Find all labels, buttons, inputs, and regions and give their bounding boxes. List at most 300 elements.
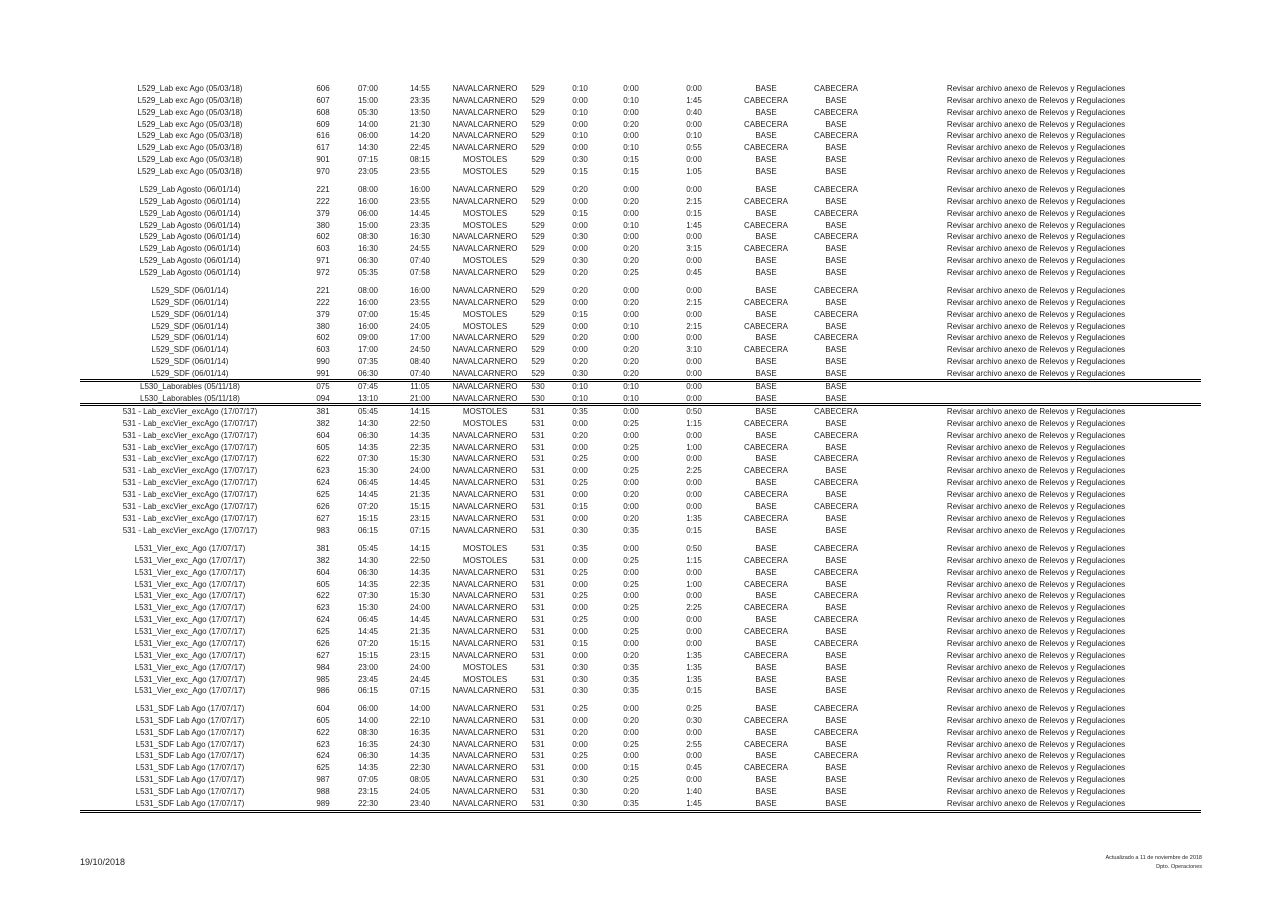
cell-service-number: 604 [316,567,330,577]
cell-end-time: 14:35 [409,430,431,440]
cell-note: Revisar archivo anexo de Relevos y Regulaciones [946,369,1126,378]
table-row [0,357,1280,367]
cell-start-time: 23:45 [357,674,379,684]
cell-time-a: 0:30 [572,662,588,672]
cell-start-time: 14:45 [357,490,379,499]
cell-service-number: 625 [316,490,330,499]
cell-destination: CABECERA [813,232,858,242]
cell-time-c: 0:00 [686,567,702,577]
cell-time-b: 0:00 [623,544,639,553]
cell-end-time: 23:40 [409,798,431,808]
cell-service-number: 379 [316,309,330,319]
cell-location: NAVALCARNERO [452,739,518,749]
cell-destination: BASE [825,662,847,672]
cell-time-b: 0:20 [623,345,639,355]
cell-end-time: 13:50 [409,107,431,117]
table-row [0,143,1280,153]
cell-time-c: 3:15 [686,244,702,254]
cell-time-a: 0:00 [572,466,588,476]
cell-destination: CABECERA [813,638,858,648]
cell-start-time: 17:00 [357,345,379,355]
cell-time-c: 0:00 [686,382,702,391]
cell-origin: CABECERA [743,603,788,613]
cell-origin: CABECERA [743,321,788,331]
cell-start-time: 16:30 [357,244,379,254]
cell-schedule-name: L529_Lab Agosto (06/01/14) [139,185,241,194]
cell-origin: CABECERA [743,418,788,428]
cell-time-a: 0:00 [572,297,588,307]
cell-destination: BASE [825,196,847,206]
cell-time-b: 0:00 [623,430,639,440]
cell-schedule-name: 531 - Lab_excVier_excAgo (17/07/17) [122,513,258,523]
cell-start-time: 14:35 [357,579,379,589]
cell-location: NAVALCARNERO [452,727,518,737]
cell-destination: BASE [825,167,847,176]
cell-location: NAVALCARNERO [452,196,518,206]
cell-end-time: 14:55 [409,84,431,93]
cell-time-c: 1:35 [686,674,702,684]
cell-schedule-name: L529_Lab Agosto (06/01/14) [139,232,241,242]
cell-time-b: 0:10 [623,220,639,230]
cell-line: 531 [531,627,545,636]
table-row [0,751,1280,761]
cell-time-c: 0:00 [686,501,702,511]
cell-note: Revisar archivo anexo de Relevos y Regulaciones [946,430,1126,440]
cell-end-time: 24:55 [409,244,431,254]
cell-origin: CABECERA [743,715,788,725]
cell-schedule-name: L531_Vier_exc_Ago (17/07/17) [134,567,246,577]
cell-schedule-name: L531_SDF Lab Ago (17/07/17) [135,751,245,761]
cell-origin: CABECERA [743,763,788,773]
cell-end-time: 22:45 [409,143,431,153]
cell-destination: BASE [825,579,847,589]
cell-note: Revisar archivo anexo de Relevos y Regulaciones [946,490,1126,499]
cell-line: 531 [531,501,545,511]
cell-time-a: 0:30 [572,787,588,796]
cell-time-a: 0:25 [572,454,588,464]
cell-end-time: 21:00 [409,393,431,403]
cell-schedule-name: L531_Vier_exc_Ago (17/07/17) [134,627,246,636]
cell-time-a: 0:25 [572,567,588,577]
table-row [0,663,1280,673]
cell-end-time: 14:45 [409,615,431,625]
cell-service-number: 608 [316,107,330,117]
cell-service-number: 985 [316,674,330,684]
cell-time-c: 0:00 [686,490,702,499]
cell-destination: BASE [825,715,847,725]
cell-destination: BASE [825,119,847,129]
cell-line: 531 [531,513,545,523]
cell-note: Revisar archivo anexo de Relevos y Regulaciones [946,751,1126,761]
cell-start-time: 14:00 [357,715,379,725]
table-row [0,580,1280,590]
cell-location: NAVALCARNERO [452,268,518,277]
table-row [0,369,1280,379]
cell-destination: CABECERA [813,107,858,117]
cell-start-time: 08:30 [357,232,379,242]
cell-time-a: 0:00 [572,244,588,254]
cell-service-number: 609 [316,119,330,129]
cell-time-b: 0:00 [623,333,639,343]
cell-time-a: 0:00 [572,627,588,636]
cell-note: Revisar archivo anexo de Relevos y Regulaciones [946,650,1126,660]
cell-time-c: 0:00 [686,286,702,295]
cell-note: Revisar archivo anexo de Relevos y Regulaciones [946,407,1126,416]
cell-origin: CABECERA [743,297,788,307]
cell-service-number: 603 [316,244,330,254]
cell-location: MOSTOLES [462,208,508,218]
cell-time-c: 0:00 [686,333,702,343]
cell-end-time: 07:15 [409,686,431,696]
cell-destination: BASE [825,382,847,391]
table-row [0,466,1280,476]
cell-time-b: 0:20 [623,513,639,523]
cell-destination: BASE [825,650,847,660]
cell-origin: BASE [755,430,777,440]
cell-origin: BASE [755,525,777,535]
cell-time-c: 2:25 [686,603,702,613]
cell-location: MOSTOLES [462,674,508,684]
department-label: Dpto. Operaciones [1156,863,1202,870]
cell-origin: BASE [755,84,777,93]
cell-time-a: 0:30 [572,155,588,165]
cell-service-number: 989 [316,798,330,808]
table-row [0,209,1280,219]
cell-time-c: 1:00 [686,579,702,589]
table-row [0,799,1280,809]
cell-location: NAVALCARNERO [452,466,518,476]
cell-location: MOSTOLES [462,662,508,672]
cell-note: Revisar archivo anexo de Relevos y Regulaciones [946,525,1126,535]
cell-end-time: 16:30 [409,232,431,242]
cell-location: MOSTOLES [462,256,508,266]
cell-start-time: 16:00 [357,321,379,331]
cell-time-c: 0:45 [686,268,702,277]
table-row [0,431,1280,441]
cell-schedule-name: L529_Lab exc Ago (05/03/18) [137,131,243,141]
cell-time-b: 0:00 [623,208,639,218]
cell-note: Revisar archivo anexo de Relevos y Regulaciones [946,591,1126,601]
cell-line: 529 [531,268,545,277]
cell-service-number: 222 [316,196,330,206]
print-date: 19/10/2018 [80,857,126,867]
cell-line: 529 [531,345,545,355]
cell-start-time: 06:30 [357,751,379,761]
cell-origin: BASE [755,333,777,343]
table-row [0,84,1280,94]
table-row [0,322,1280,332]
table-row [0,298,1280,308]
table-row [0,740,1280,750]
table-row [0,333,1280,343]
cell-destination: BASE [825,513,847,523]
cell-line: 531 [531,418,545,428]
cell-end-time: 23:15 [409,513,431,523]
cell-location: NAVALCARNERO [452,627,518,636]
cell-time-a: 0:00 [572,95,588,105]
cell-origin: BASE [755,591,777,601]
cell-time-b: 0:25 [623,466,639,476]
cell-end-time: 22:10 [409,715,431,725]
cell-destination: CABECERA [813,727,858,737]
cell-service-number: 987 [316,775,330,785]
cell-location: NAVALCARNERO [452,704,518,713]
cell-service-number: 381 [316,407,330,416]
cell-time-b: 0:25 [623,775,639,785]
cell-end-time: 16:00 [409,185,431,194]
cell-note: Revisar archivo anexo de Relevos y Regulaciones [946,268,1126,277]
cell-destination: BASE [825,466,847,476]
table-row [0,675,1280,685]
cell-start-time: 06:45 [357,615,379,625]
table-row [0,310,1280,320]
cell-schedule-name: L529_SDF (06/01/14) [151,345,229,355]
cell-service-number: 622 [316,591,330,601]
cell-location: NAVALCARNERO [452,393,518,403]
table-row [0,286,1280,296]
cell-origin: BASE [755,155,777,165]
cell-location: NAVALCARNERO [452,84,518,93]
cell-origin: CABECERA [743,143,788,153]
cell-time-b: 0:20 [623,256,639,266]
cell-location: NAVALCARNERO [452,787,518,796]
cell-start-time: 23:00 [357,662,379,672]
cell-time-b: 0:20 [623,244,639,254]
cell-note: Revisar archivo anexo de Relevos y Regulaciones [946,208,1126,218]
cell-end-time: 22:35 [409,579,431,589]
cell-location: NAVALCARNERO [452,131,518,141]
cell-time-c: 3:10 [686,345,702,355]
cell-origin: BASE [755,798,777,808]
cell-schedule-name: L529_SDF (06/01/14) [151,369,229,378]
cell-end-time: 15:15 [409,638,431,648]
cell-schedule-name: L529_Lab Agosto (06/01/14) [139,208,241,218]
cell-service-number: 625 [316,627,330,636]
cell-schedule-name: L529_SDF (06/01/14) [151,357,229,367]
cell-time-c: 0:25 [686,704,702,713]
cell-time-c: 1:00 [686,442,702,452]
cell-time-a: 0:00 [572,650,588,660]
cell-start-time: 14:30 [357,555,379,565]
cell-note: Revisar archivo anexo de Relevos y Regulaciones [946,501,1126,511]
cell-line: 530 [531,393,545,403]
cell-time-b: 0:35 [623,686,639,696]
cell-note: Revisar archivo anexo de Relevos y Regulaciones [946,627,1126,636]
cell-schedule-name: 531 - Lab_excVier_excAgo (17/07/17) [122,454,258,464]
cell-end-time: 15:30 [409,454,431,464]
cell-service-number: 623 [316,603,330,613]
cell-line: 531 [531,579,545,589]
cell-schedule-name: L530_Laborables (05/11/18) [140,382,240,391]
cell-time-c: 1:40 [686,787,702,796]
cell-time-b: 0:10 [623,321,639,331]
cell-start-time: 06:00 [357,704,379,713]
table-row [0,716,1280,726]
cell-schedule-name: L529_Lab Agosto (06/01/14) [139,268,241,277]
cell-schedule-name: L531_Vier_exc_Ago (17/07/17) [134,650,246,660]
cell-destination: CABECERA [813,567,858,577]
cell-start-time: 07:20 [357,501,379,511]
cell-end-time: 08:40 [409,357,431,367]
cell-time-b: 0:00 [623,131,639,141]
cell-location: NAVALCARNERO [452,525,518,535]
cell-time-a: 0:15 [572,309,588,319]
cell-service-number: 094 [316,393,330,403]
table-row [0,244,1280,254]
cell-origin: CABECERA [743,244,788,254]
cell-start-time: 07:00 [357,84,379,93]
cell-destination: BASE [825,555,847,565]
cell-time-a: 0:10 [572,107,588,117]
cell-destination: BASE [825,143,847,153]
cell-schedule-name: L531_Vier_exc_Ago (17/07/17) [134,615,246,625]
cell-time-a: 0:15 [572,167,588,176]
cell-time-b: 0:35 [623,525,639,535]
cell-service-number: 624 [316,478,330,488]
table-row [0,382,1280,392]
cell-time-c: 0:00 [686,627,702,636]
cell-line: 531 [531,739,545,749]
cell-time-c: 0:00 [686,591,702,601]
cell-destination: CABECERA [813,591,858,601]
cell-location: NAVALCARNERO [452,650,518,660]
cell-line: 529 [531,357,545,367]
cell-location: NAVALCARNERO [452,143,518,153]
cell-note: Revisar archivo anexo de Relevos y Regulaciones [946,567,1126,577]
cell-time-b: 0:00 [623,638,639,648]
cell-destination: BASE [825,787,847,796]
cell-time-c: 0:00 [686,232,702,242]
footer-info [1105,854,1202,871]
cell-destination: CABECERA [813,501,858,511]
cell-time-a: 0:10 [572,131,588,141]
cell-schedule-name: 531 - Lab_excVier_excAgo (17/07/17) [122,490,258,499]
cell-destination: CABECERA [813,309,858,319]
table-row [0,627,1280,637]
cell-destination: CABECERA [813,208,858,218]
cell-time-b: 0:25 [623,555,639,565]
cell-time-a: 0:30 [572,369,588,378]
cell-note: Revisar archivo anexo de Relevos y Regulaciones [946,454,1126,464]
cell-note: Revisar archivo anexo de Relevos y Regulaciones [946,603,1126,613]
cell-note: Revisar archivo anexo de Relevos y Regulaciones [946,256,1126,266]
cell-destination: CABECERA [813,131,858,141]
cell-time-b: 0:25 [623,418,639,428]
cell-end-time: 24:05 [409,787,431,796]
cell-note: Revisar archivo anexo de Relevos y Regulaciones [946,478,1126,488]
cell-note: Revisar archivo anexo de Relevos y Regulaciones [946,220,1126,230]
table-row [0,108,1280,118]
cell-line: 531 [531,525,545,535]
cell-note: Revisar archivo anexo de Relevos y Regulaciones [946,84,1126,93]
cell-destination: CABECERA [813,185,858,194]
cell-time-a: 0:00 [572,579,588,589]
table-row [0,345,1280,355]
cell-location: NAVALCARNERO [452,95,518,105]
cell-service-number: 605 [316,715,330,725]
cell-destination: BASE [825,256,847,266]
cell-end-time: 14:15 [409,544,431,553]
cell-origin: BASE [755,751,777,761]
cell-end-time: 24:50 [409,345,431,355]
table-row [0,787,1280,797]
cell-note: Revisar archivo anexo de Relevos y Regulaciones [946,185,1126,194]
cell-time-c: 0:00 [686,155,702,165]
cell-time-b: 0:00 [623,727,639,737]
cell-time-c: 0:00 [686,638,702,648]
cell-destination: BASE [825,321,847,331]
cell-location: MOSTOLES [462,220,508,230]
cell-destination: CABECERA [813,84,858,93]
cell-end-time: 08:05 [409,775,431,785]
cell-note: Revisar archivo anexo de Relevos y Regulaciones [946,555,1126,565]
cell-destination: BASE [825,775,847,785]
cell-time-c: 0:00 [686,454,702,464]
cell-time-c: 0:00 [686,309,702,319]
table-row [0,232,1280,242]
cell-schedule-name: 531 - Lab_excVier_excAgo (17/07/17) [122,501,258,511]
cell-start-time: 08:30 [357,727,379,737]
cell-end-time: 07:15 [409,525,431,535]
cell-time-a: 0:00 [572,715,588,725]
cell-start-time: 06:45 [357,478,379,488]
cell-line: 531 [531,638,545,648]
cell-origin: CABECERA [743,466,788,476]
cell-time-c: 2:25 [686,466,702,476]
cell-schedule-name: L529_SDF (06/01/14) [151,333,229,343]
cell-service-number: 983 [316,525,330,535]
cell-location: NAVALCARNERO [452,751,518,761]
cell-time-c: 0:00 [686,357,702,367]
cell-time-b: 0:00 [623,615,639,625]
cell-time-a: 0:30 [572,674,588,684]
cell-schedule-name: L531_Vier_exc_Ago (17/07/17) [134,686,246,696]
cell-end-time: 24:05 [409,321,431,331]
cell-line: 531 [531,686,545,696]
cell-note: Revisar archivo anexo de Relevos y Regulaciones [946,321,1126,331]
cell-origin: BASE [755,256,777,266]
cell-time-c: 0:00 [686,775,702,785]
table-row [0,419,1280,429]
cell-line: 531 [531,430,545,440]
cell-destination: BASE [825,603,847,613]
cell-note: Revisar archivo anexo de Relevos y Regulaciones [946,418,1126,428]
cell-location: NAVALCARNERO [452,357,518,367]
cell-service-number: 605 [316,579,330,589]
cell-line: 531 [531,727,545,737]
cell-time-a: 0:00 [572,513,588,523]
cell-end-time: 22:35 [409,442,431,452]
cell-line: 531 [531,407,545,416]
cell-time-b: 0:20 [623,369,639,378]
cell-time-a: 0:25 [572,591,588,601]
table-row [0,454,1280,464]
cell-line: 529 [531,84,545,93]
cell-time-b: 0:25 [623,268,639,277]
cell-note: Revisar archivo anexo de Relevos y Regulaciones [946,232,1126,242]
table-row [0,221,1280,231]
cell-line: 529 [531,232,545,242]
cell-location: MOSTOLES [462,155,508,165]
cell-origin: BASE [755,407,777,416]
cell-end-time: 07:40 [409,369,431,378]
cell-schedule-name: 531 - Lab_excVier_excAgo (17/07/17) [122,407,258,416]
cell-note: Revisar archivo anexo de Relevos y Regulaciones [946,638,1126,648]
cell-line: 531 [531,674,545,684]
cell-time-c: 1:35 [686,513,702,523]
cell-time-c: 0:00 [686,84,702,93]
cell-time-a: 0:20 [572,333,588,343]
